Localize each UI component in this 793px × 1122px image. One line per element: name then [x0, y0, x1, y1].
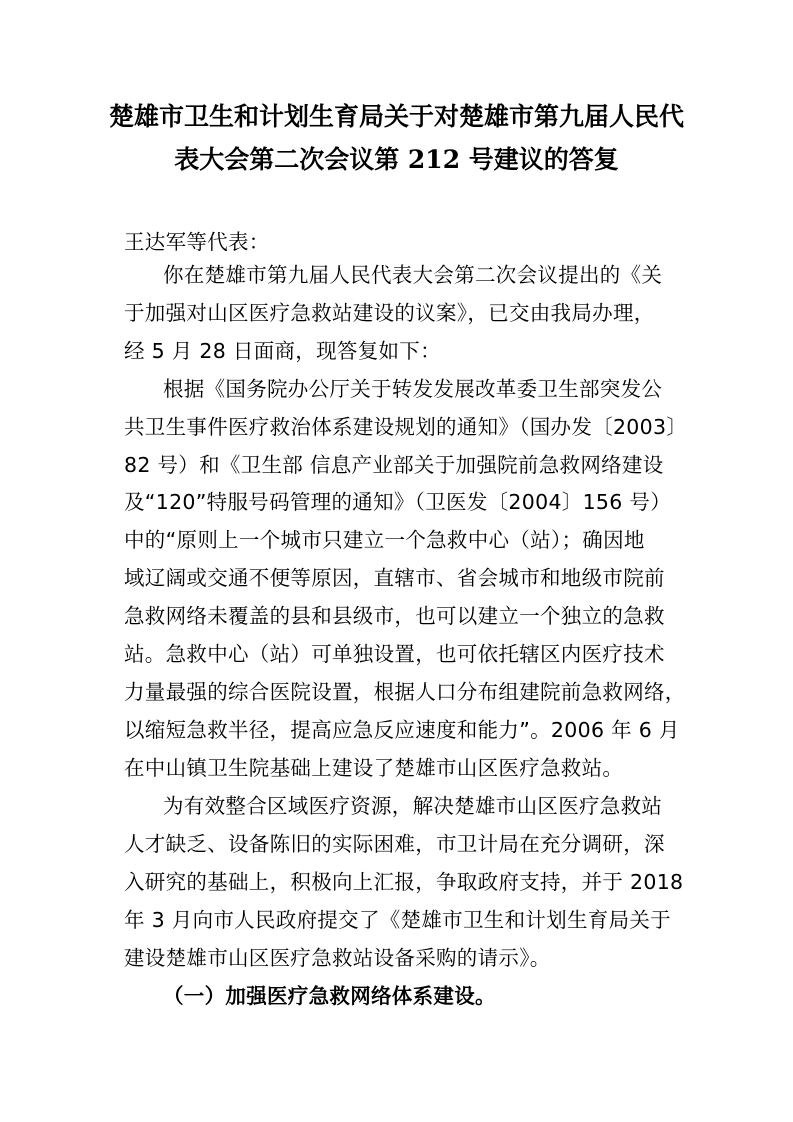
body-line: 经 5 月 28 日面商，现答复如下： — [124, 339, 441, 363]
body-line: 入研究的基础上，积极向上汇报，争取政府支持，并于 2018 — [124, 870, 684, 894]
body-line: 以缩短急救半径，提高应急反应速度和能力”。2006 年 6 月 — [124, 718, 680, 742]
body-line: 及“120”特服号码管理的通知》（卫医发〔2004〕156 号） — [124, 490, 672, 514]
body-line: 域辽阔或交通不便等原因，直辖市、省会城市和地级市院前 — [124, 566, 665, 590]
body-line: 年 3 月向市人民政府提交了《楚雄市卫生和计划生育局关于 — [124, 908, 671, 932]
body-line: 急救网络未覆盖的县和县级市，也可以建立一个独立的急救 — [124, 604, 665, 628]
document-title-line-2: 表大会第二次会议第 212 号建议的答复 — [174, 145, 619, 174]
body-line: 你在楚雄市第九届人民代表大会第二次会议提出的《关 — [163, 263, 663, 287]
body-line: 站。急救中心（站）可单独设置，也可依托辖区内医疗技术 — [124, 642, 665, 666]
body-line: 82 号）和《卫生部 信息产业部关于加强院前急救网络建设 — [124, 453, 664, 477]
section-heading: （一）加强医疗急救网络体系建设。 — [163, 984, 496, 1008]
body-line: 于加强对山区医疗急救站建设的议案》，已交由我局办理， — [124, 301, 655, 325]
body-line: 建设楚雄市山区医疗急救站设备采购的请示》。 — [124, 946, 551, 970]
body-line: 根据《国务院办公厅关于转发发展改革委卫生部突发公 — [163, 377, 663, 401]
document-title-line-1: 楚雄市卫生和计划生育局关于对楚雄市第九届人民代 — [108, 102, 684, 131]
body-line: 为有效整合区域医疗资源，解决楚雄市山区医疗急救站 — [163, 794, 663, 818]
body-line: 人才缺乏、设备陈旧的实际困难，市卫计局在充分调研，深 — [124, 832, 665, 856]
body-line: 共卫生事件医疗救治体系建设规划的通知》（国办发〔2003〕 — [124, 415, 688, 439]
body-line: 力量最强的综合医院设置，根据人口分布组建院前急救网络， — [124, 680, 686, 704]
body-line: 中的“原则上一个城市只建立一个急救中心（站）；确因地 — [124, 528, 645, 552]
body-line: 在中山镇卫生院基础上建设了楚雄市山区医疗急救站。 — [124, 756, 624, 780]
salutation: 王达军等代表： — [124, 230, 270, 254]
